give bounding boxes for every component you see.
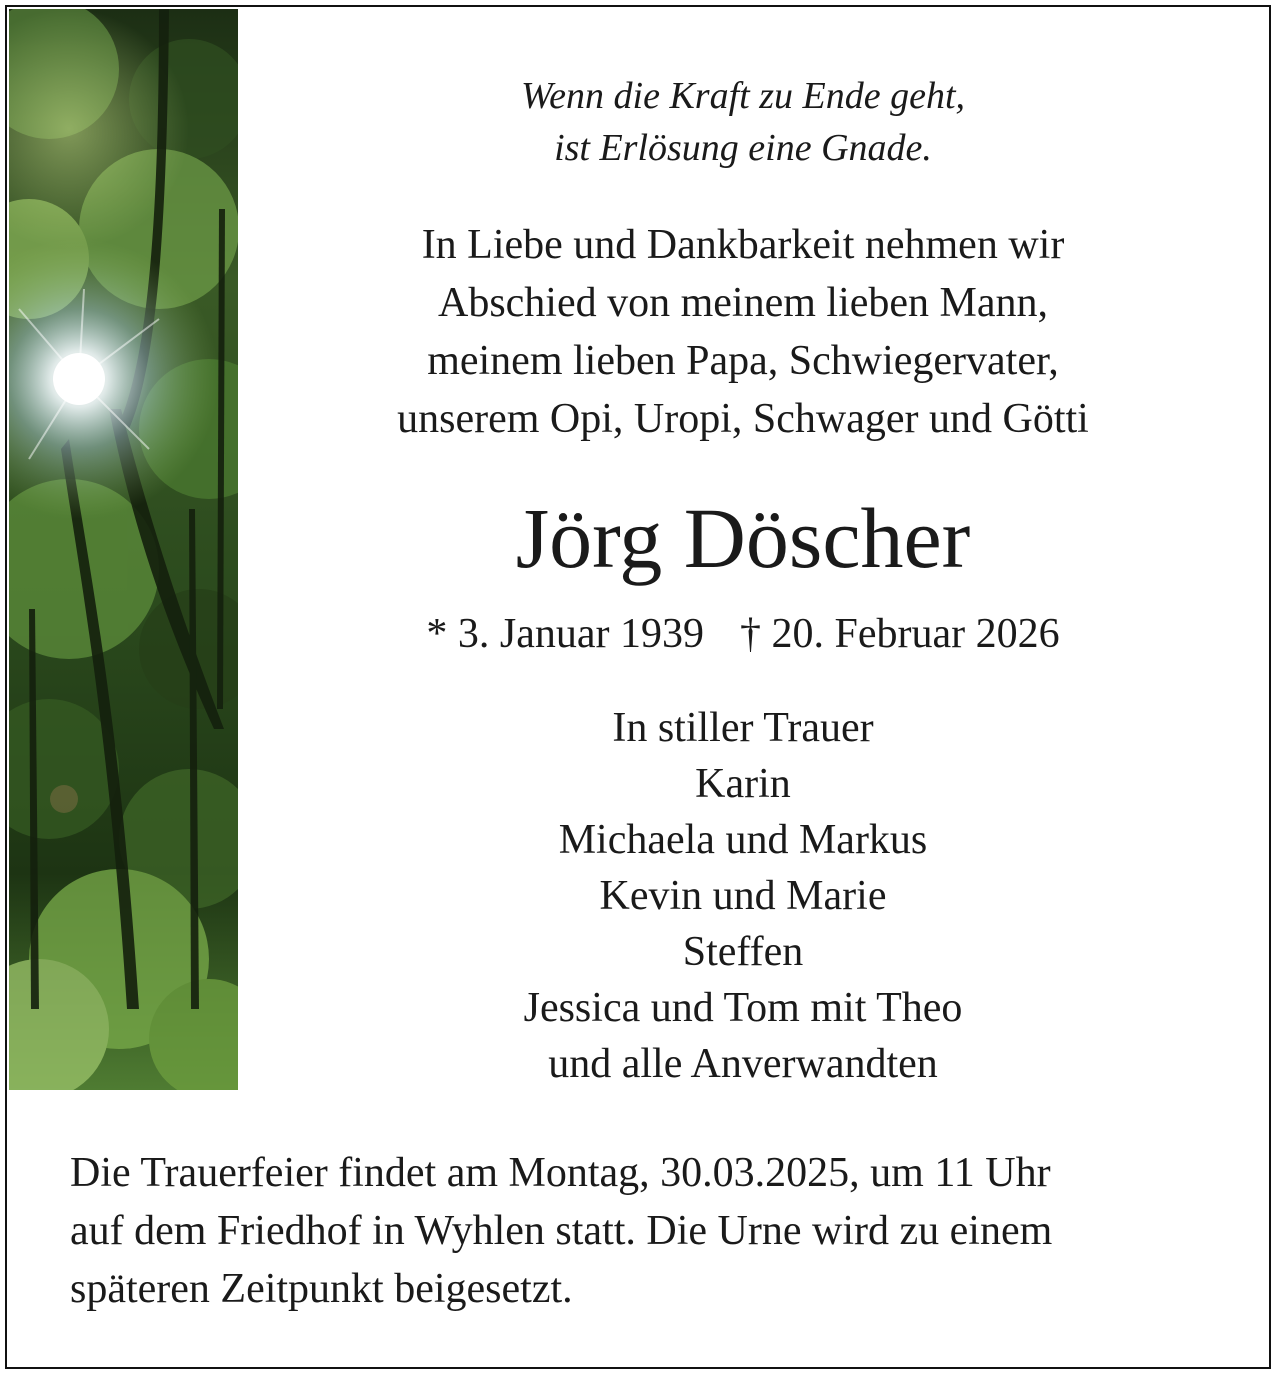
mourner-line: In stiller Trauer [612,705,874,751]
mourner-line: Steffen [682,929,804,975]
mourner-line: Kevin und Marie [599,873,887,919]
birth-date: * 3. Januar 1939 [426,611,704,657]
intro-line: meinem lieben Papa, Schwiegervater, [427,338,1059,384]
quote-line: ist Erlösung eine Gnade. [554,127,932,169]
mourners-list [238,700,1248,1092]
death-date: † 20. Februar 2026 [740,611,1060,657]
notice-line: auf dem Friedhof in Wyhlen statt. Die Urne wird zu einem [70,1208,1053,1254]
intro-line: Abschied von meinem lieben Mann, [437,280,1049,326]
mourner-line: Jessica und Tom mit Theo [523,985,963,1031]
notice-line: Die Trauerfeier findet am Montag, 30.03.2025, um 11 Uhr [70,1150,1051,1196]
forest-sunlight-photo [9,9,238,1090]
deceased-name: Jörg Döscher [515,490,971,586]
farewell-intro [238,216,1248,448]
memorial-quote [238,70,1248,174]
life-dates [238,604,1248,664]
mourner-line: Michaela und Markus [558,817,928,863]
mourner-line: Karin [695,761,791,807]
mourner-line: und alle Anverwandten [548,1041,938,1087]
notice-line: späteren Zeitpunkt beigesetzt. [70,1266,573,1312]
quote-line: Wenn die Kraft zu Ende geht, [521,75,965,117]
intro-line: In Liebe und Dankbarkeit nehmen wir [421,222,1065,268]
intro-line: unserem Opi, Uropi, Schwager und Götti [397,396,1089,442]
funeral-notice [70,1144,1230,1318]
